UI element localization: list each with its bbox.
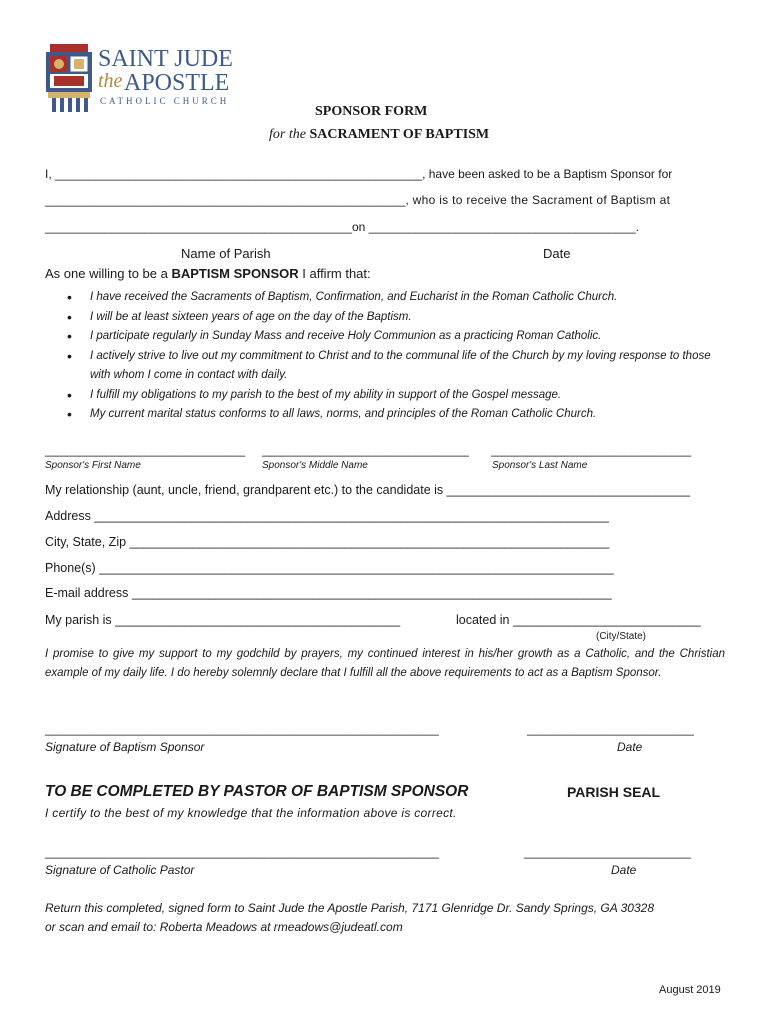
last-name-label: Sponsor's Last Name [492, 460, 588, 471]
affirm-item: • I participate regularly in Sunday Mass and receive Holy Communion as a practicing Roman Catholic. [50, 327, 730, 347]
parish-seal-label: PARISH SEAL [567, 784, 661, 800]
intro-i-label: I, [45, 167, 52, 181]
footer-date: August 2019 [659, 984, 721, 996]
intro-line-1-text: , have been asked to be a Baptism Sponsor for [422, 167, 673, 181]
parish-name-blank[interactable]: ______________________________________________ [45, 220, 352, 234]
last-name-line[interactable]: ______________________________ [491, 443, 692, 457]
intro-line-1 [45, 167, 672, 181]
email-field [45, 586, 612, 600]
affirm-prefix: As one willing to be a [45, 266, 168, 281]
promise-paragraph: I promise to give my support to my godchild by prayers, my continued interest in his/her growth as a Catholic, and the Christian example of my daily life. I do hereby solemnly declare that I fulfill all the above requirements to act as a Baptism Sponsor. [45, 648, 725, 679]
form-subtitle [269, 127, 489, 143]
relationship-field [45, 483, 690, 497]
return-instructions-line-1: Return this completed, signed form to Saint Jude the Apostle Parish, 7171 Glenridge Dr. Sandy Springs, GA 30328 [45, 901, 655, 915]
email-label: E-mail address [45, 586, 129, 600]
intro-period: . [635, 220, 639, 234]
pastor-signature-label: Signature of Catholic Pastor [45, 863, 195, 877]
relationship-input-line[interactable]: ___________________________________ [446, 483, 690, 497]
relationship-label: My relationship (aunt, uncle, friend, grandparent etc.) to the candidate is [45, 483, 444, 497]
sponsor-date-line[interactable]: _________________________ [527, 722, 694, 736]
pastor-date-line[interactable]: _________________________ [524, 845, 691, 859]
sponsor-name-blank[interactable]: _______________________________________________________ [55, 167, 423, 181]
city-state-zip-input-line[interactable]: _____________________________________________________________________ [129, 535, 610, 549]
middle-name-line[interactable]: _______________________________ [262, 443, 469, 457]
intro-line-2 [45, 193, 670, 207]
sponsor-date-label: Date [617, 740, 643, 754]
pastor-certify-text: I certify to the best of my knowledge that the information above is correct. [45, 806, 457, 820]
affirm-item: • I actively strive to live out my commitment to Christ and to the communal life of the Church by my loving response to those with whom I come in contact with daily. [50, 347, 730, 386]
affirm-item: • I fulfill my obligations to my parish to the best of my ability in support of the Gospel message. [50, 386, 730, 406]
city-state-zip-field [45, 535, 609, 549]
email-input-line[interactable]: _____________________________________________________________________ [131, 586, 612, 600]
form-title: SPONSOR FORM [315, 104, 428, 119]
pastor-date-label: Date [611, 863, 637, 877]
phone-field [45, 561, 614, 575]
sponsor-signature-line[interactable]: ___________________________________________________________ [45, 722, 439, 736]
my-parish-label: My parish is [45, 613, 112, 627]
intro-on-label: on [352, 220, 366, 234]
first-name-label: Sponsor's First Name [45, 460, 141, 471]
affirm-list [50, 288, 730, 425]
baptism-date-label: Date [543, 246, 571, 261]
candidate-name-blank[interactable]: ______________________________________________________ [45, 193, 406, 207]
affirm-suffix: I affirm that: [302, 266, 371, 281]
intro-line-3 [45, 220, 639, 234]
phone-input-line[interactable]: __________________________________________________________________________ [99, 561, 614, 575]
logo-line-catholic-church: CATHOLIC CHURCH [100, 96, 230, 106]
phone-label: Phone(s) [45, 561, 96, 575]
located-in-label: located in [456, 613, 510, 627]
logo-line-apostle: APOSTLE [124, 70, 230, 96]
address-input-line[interactable]: __________________________________________________________________________ [94, 509, 609, 523]
affirm-item: • I will be at least sixteen years of age on the day of the Baptism. [50, 308, 730, 328]
return-instructions-line-2: or scan and email to: Roberta Meadows at rmeadows@judeatl.com [45, 920, 403, 934]
pastor-signature-line[interactable]: ___________________________________________________________ [45, 845, 439, 859]
city-state-hint: (City/State) [596, 631, 647, 642]
middle-name-label: Sponsor's Middle Name [262, 460, 368, 471]
form-subtitle-main: SACRAMENT OF BAPTISM [309, 127, 490, 142]
affirm-heading [45, 266, 371, 281]
logo-the: the [98, 70, 123, 92]
affirm-bold: BAPTISM SPONSOR [171, 266, 299, 281]
affirm-item: • My current marital status conforms to all laws, norms, and principles of the Roman Catholic Church. [50, 405, 730, 425]
address-label: Address [45, 509, 91, 523]
logo-line-saint-jude: SAINT JUDE [98, 46, 233, 72]
intro-line-2-text: , who is to receive the Sacrament of Baptism at [405, 193, 671, 207]
affirm-item: • I have received the Sacraments of Baptism, Confirmation, and Eucharist in the Roman Catholic Church. [50, 288, 730, 308]
first-name-line[interactable]: ______________________________ [45, 443, 246, 457]
address-field [45, 509, 609, 523]
parish-name-label: Name of Parish [181, 246, 271, 261]
located-in-input-line[interactable]: ___________________________ [513, 613, 701, 627]
my-parish-input-line[interactable]: _________________________________________ [115, 613, 401, 627]
baptism-date-blank[interactable]: ________________________________________ [368, 220, 636, 234]
city-state-zip-label: City, State, Zip [45, 535, 127, 549]
pastor-section-heading: TO BE COMPLETED BY PASTOR OF BAPTISM SPONSOR [45, 783, 469, 800]
parish-logo [44, 44, 234, 114]
sponsor-signature-label: Signature of Baptism Sponsor [45, 740, 205, 754]
parish-crest-icon [44, 44, 94, 112]
form-subtitle-prefix: for the [269, 127, 306, 142]
located-in-field [456, 613, 701, 627]
my-parish-field [45, 613, 400, 627]
